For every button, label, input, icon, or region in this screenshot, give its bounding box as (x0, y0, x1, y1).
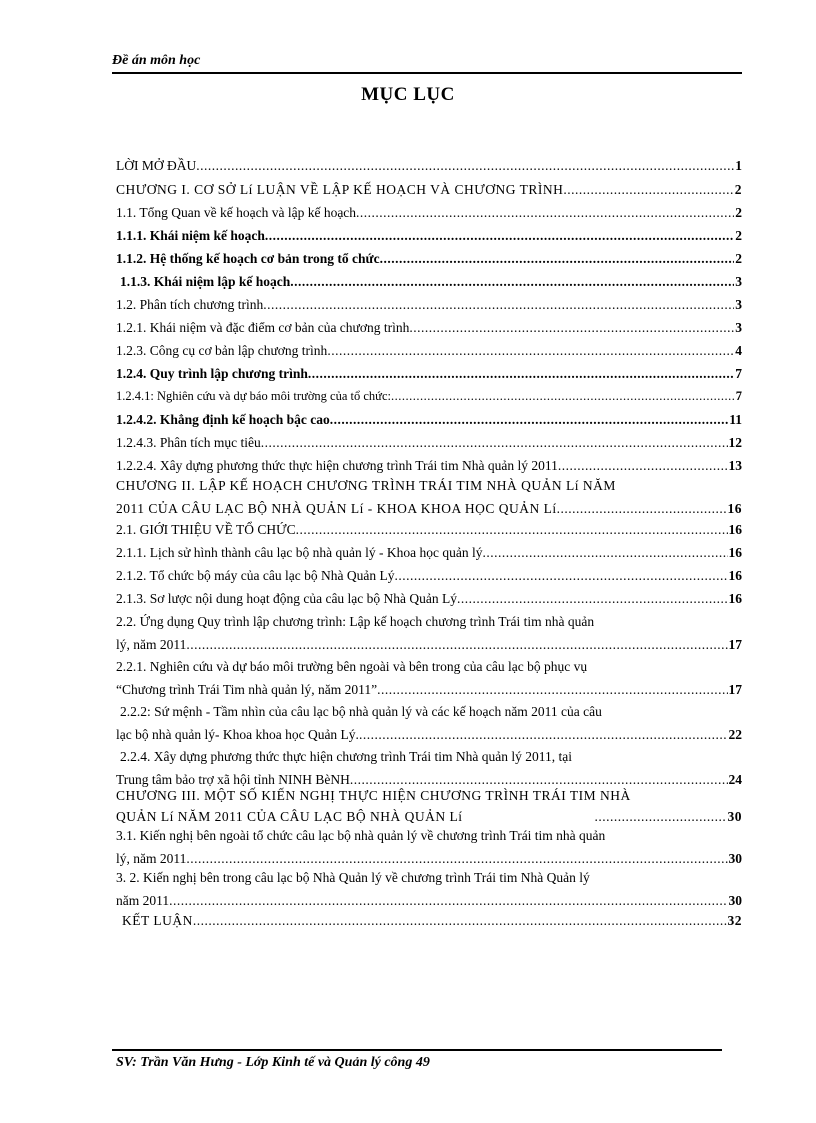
toc-entry-text-line1: 3.1. Kiến nghị bên ngoài tổ chức câu lạc bộ nhà quản lý về chương trình Trái tim nhà quản (116, 828, 606, 843)
toc-entry-text: 1.2.4.2. Khẳng định kế hoạch bậc cao (116, 412, 330, 427)
toc-entry-text: 1.2.4.3. Phân tích mục tiêu (116, 435, 261, 450)
toc-entry-page: 7 (735, 366, 742, 381)
toc-entry-text: 1.2.2.4. Xây dựng phương thức thực hiện chương trình Trái tim Nhà quản lý 2011 (116, 458, 558, 473)
toc-entry[interactable] (116, 180, 742, 199)
toc-entry-page: 12 (728, 435, 742, 450)
toc-entry-text: 2011 CỦA CÂU LẠC BỘ NHÀ QUẢN Lí - KHOA KHOA HỌC QUẢN Lí (116, 501, 557, 516)
toc-entry-text-line1: CHƯƠNG III. MỘT SỐ KIẾN NGHỊ THỰC HIỆN CHƯƠNG TRÌNH TRÁI TIM NHÀ (116, 788, 631, 803)
toc-entry[interactable] (116, 226, 742, 245)
toc-entry-page: 2 (735, 251, 742, 266)
toc-entry-text: 1.2.1. Khái niệm và đặc điểm cơ bản của chương trình (116, 320, 410, 335)
toc-entry[interactable] (116, 543, 742, 562)
toc-entry-text: 1.1.3. Khái niệm lập kế hoạch (120, 274, 291, 289)
toc-entry-text: KẾT LUẬN (122, 913, 193, 928)
toc-entry-text-line1: 2.2.2: Sứ mệnh - Tầm nhìn của câu lạc bộ nhà quản lý và các kế hoạch năm 2011 của câu (120, 704, 602, 719)
toc-entry-text: CHƯƠNG I. CƠ SỞ Lí LUẬN VỀ LẬP KẾ HOẠCH VÀ CHƯƠNG TRÌNH (116, 182, 564, 197)
toc-entry[interactable] (116, 341, 742, 360)
toc-entry-page: 30 (728, 851, 742, 866)
toc-entry-page: 16 (728, 591, 742, 606)
toc-entry[interactable] (116, 589, 742, 608)
toc-entry-page: 16 (728, 522, 742, 537)
toc-entry[interactable] (116, 566, 742, 585)
toc-entry-text-line1: 3. 2. Kiến nghị bên trong câu lạc bộ Nhà Quản lý về chương trình Trái tim Nhà Quản lý (116, 870, 590, 885)
toc-entry-text: năm 2011 (116, 893, 170, 908)
toc-entry-text: 2.1. GIỚI THIỆU VỀ TỔ CHỨC (116, 522, 296, 537)
toc-entry-text: “Chương trình Trái Tim nhà quản lý, năm 2011” (116, 682, 378, 697)
toc-entry-page: 13 (728, 458, 742, 473)
toc-entry-page: 2 (735, 228, 742, 243)
toc-title: MỤC LỤC (361, 84, 455, 105)
toc-entry-page: 3 (735, 297, 742, 312)
toc-entry[interactable] (116, 387, 742, 406)
toc-entry[interactable] (116, 249, 742, 268)
toc-entry[interactable] (116, 747, 742, 789)
toc-entry-page: 30 (728, 893, 742, 908)
toc-entry[interactable] (116, 272, 742, 291)
toc-entry-page: 17 (728, 682, 742, 697)
toc-entry[interactable] (116, 364, 742, 383)
toc-entry-page: 30 (727, 809, 743, 824)
toc-entry-text: 1.2. Phân tích chương trình (116, 297, 264, 312)
toc-entry-page: 3 (735, 274, 742, 289)
toc-entry-page: 17 (728, 637, 742, 652)
toc-entry-text: lý, năm 2011 (116, 851, 187, 866)
footer-rule (112, 1049, 722, 1051)
toc-entry[interactable] (116, 318, 742, 337)
toc-entry-page: 1 (735, 158, 742, 173)
toc-entry[interactable] (116, 456, 742, 475)
toc-entry[interactable] (116, 295, 742, 314)
toc-entry-text: lạc bộ nhà quản lý- Khoa khoa học Quản Lý. (116, 727, 359, 742)
toc-entry-text: 1.1.2. Hệ thống kế hoạch cơ bản trong tổ chức (116, 251, 380, 266)
toc-entry[interactable] (116, 433, 742, 452)
toc-entry-text: QUẢN Lí NĂM 2011 CỦA CÂU LẠC BỘ NHÀ QUẢN Lí (116, 809, 463, 824)
toc-entry-page: 11 (729, 412, 742, 427)
toc-entry-page: 2 (735, 205, 742, 220)
toc-entry-text-line1: 2.2.4. Xây dựng phương thức thực hiện chương trình Trái tim Nhà quản lý 2011, tại (120, 749, 572, 764)
toc-entry[interactable] (116, 868, 742, 910)
toc-entry[interactable] (116, 826, 742, 868)
toc-entry[interactable] (116, 476, 742, 518)
toc-entry[interactable] (116, 612, 742, 654)
toc-entry-page: 16 (727, 501, 742, 516)
toc-entry-text: Trung tâm bảo trợ xã hội tỉnh NINH BèNH (116, 772, 350, 787)
toc-entry-page: 7 (735, 389, 742, 403)
toc-entry-page: 16 (728, 545, 742, 560)
toc-entry[interactable] (116, 203, 742, 222)
toc-entry-text: lý, năm 2011 (116, 637, 187, 652)
toc-entry-text: 1.1. Tổng Quan về kế hoạch và lập kế hoạch (116, 205, 357, 220)
toc-entry[interactable] (116, 156, 742, 175)
toc-entry-text: 1.1.1. Khái niệm kế hoạch (116, 228, 265, 243)
toc-entry-page: 3 (735, 320, 742, 335)
toc-entry-page: 16 (728, 568, 742, 583)
toc-entry-text: 1.2.4. Quy trình lập chương trình (116, 366, 308, 381)
toc-entry-page: 32 (727, 913, 742, 928)
toc-entry[interactable] (116, 911, 742, 930)
toc-entry-text-line1: CHƯƠNG II. LẬP KẾ HOẠCH CHƯƠNG TRÌNH TRÁI TIM NHÀ QUẢN Lí NĂM (116, 478, 616, 493)
toc-entry-text: 1.2.3. Công cụ cơ bản lập chương trình (116, 343, 328, 358)
toc-entry-text: 2.1.2. Tổ chức bộ máy của câu lạc bộ Nhà Quản Lý (116, 568, 395, 583)
toc-entry-page: 22 (728, 727, 742, 742)
toc-entry-page: 4 (735, 343, 742, 358)
toc-entry-page: 24 (728, 772, 742, 787)
page-header: Đề án môn học (112, 52, 742, 74)
toc-entry[interactable] (116, 410, 742, 429)
toc-entry-page: 2 (734, 182, 742, 197)
toc-entry-text-line1: 2.2. Ứng dụng Quy trình lập chương trình: Lập kế hoạch chương trình Trái tim nhà quản (116, 614, 595, 629)
page-footer: SV: Trần Văn Hưng - Lớp Kinh tế và Quản lý công 49 (116, 1055, 430, 1070)
toc-entry[interactable] (116, 786, 742, 826)
toc-entry[interactable] (116, 702, 742, 744)
toc-entry-text: LỜI MỞ ĐẦU (116, 158, 197, 173)
toc-entry[interactable] (116, 657, 742, 699)
toc-entry-text: 2.1.3. Sơ lược nội dung hoạt động của câu lạc bộ Nhà Quản Lý (116, 591, 458, 606)
toc-entry-text-line1: 2.2.1. Nghiên cứu và dự báo môi trường bên ngoài và bên trong của câu lạc bộ phục vụ (116, 659, 588, 674)
toc-entry[interactable] (116, 520, 742, 539)
toc-entry-text: 1.2.4.1: Nghiên cứu và dự báo môi trường của tổ chức: (116, 389, 391, 403)
toc-entry-text: 2.1.1. Lịch sử hình thành câu lạc bộ nhà quản lý - Khoa học quản lý (116, 545, 483, 560)
